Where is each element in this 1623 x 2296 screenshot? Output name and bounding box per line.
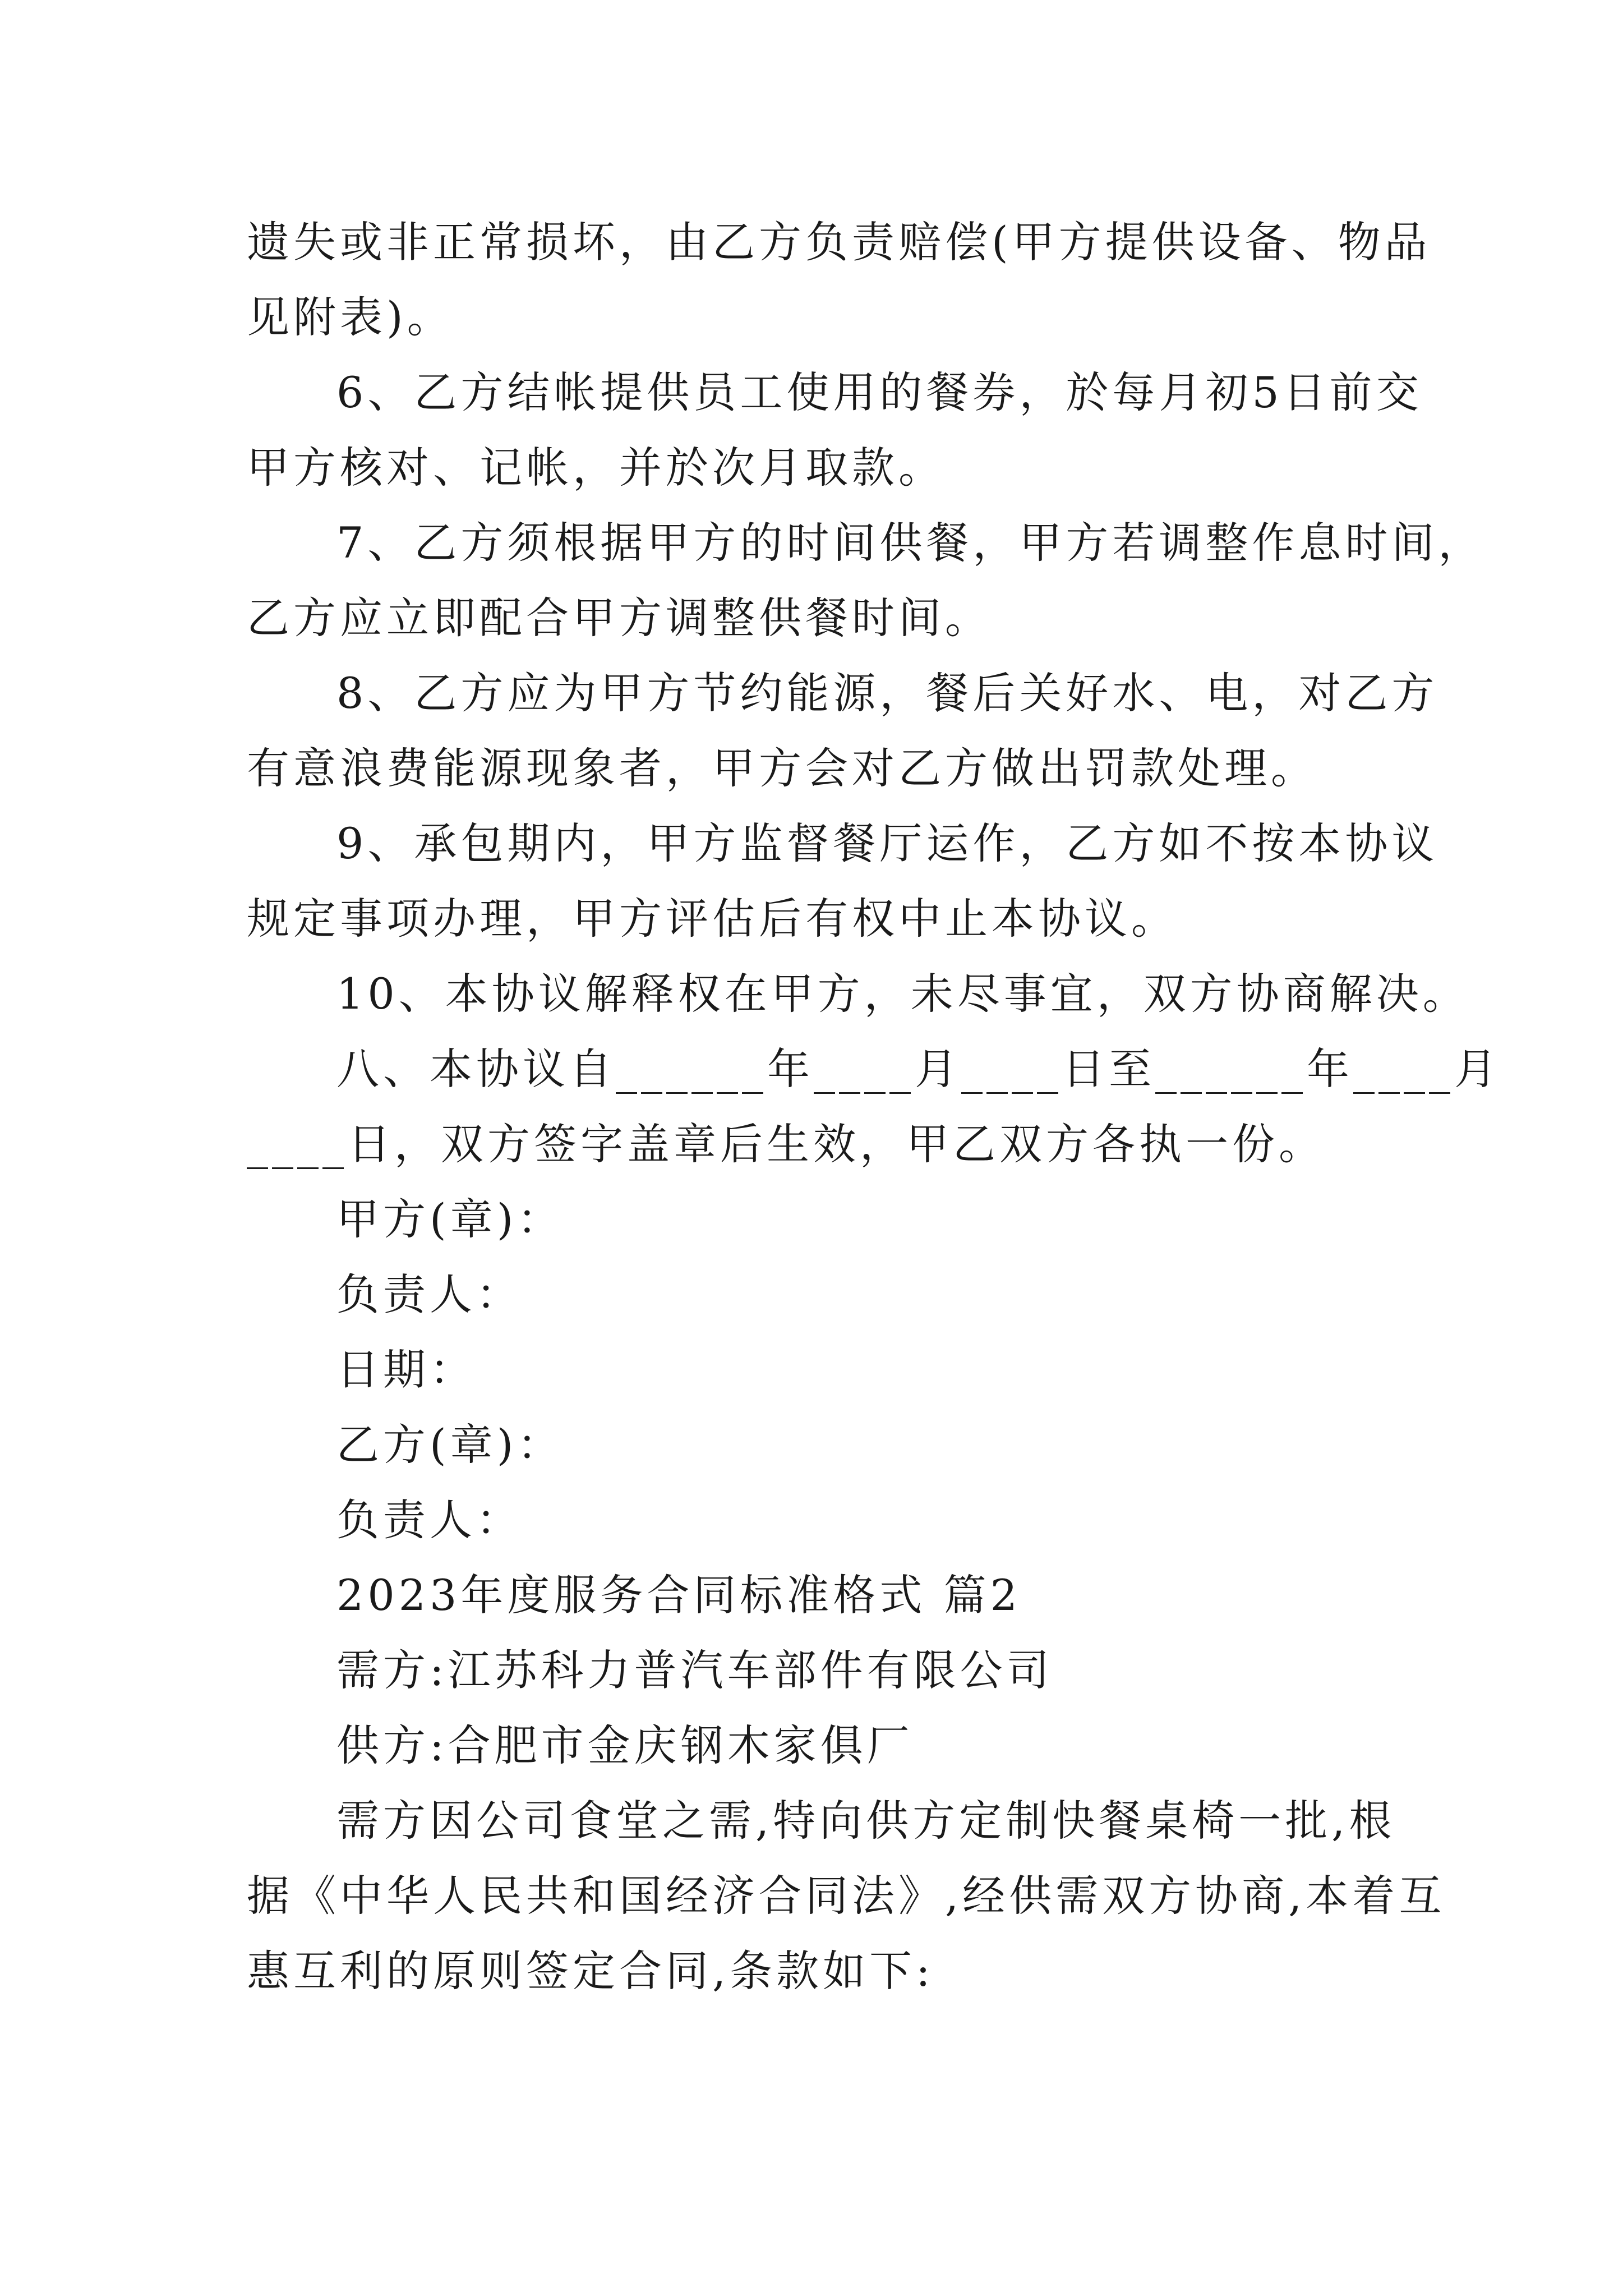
- body-line: 有意浪费能源现象者，甲方会对乙方做出罚款处理。: [247, 743, 1317, 793]
- party-b-seal: 乙方(章)：: [336, 1420, 564, 1470]
- body-line: 遗失或非正常损坏，由乙方负责赔偿(甲方提供设备、物品: [247, 217, 1431, 267]
- body-line: 甲方核对、记帐，并於次月取款。: [247, 443, 945, 493]
- body-line: 规定事项办理，甲方评估后有权中止本协议。: [247, 894, 1178, 944]
- clause-9: 9、承包期内，甲方监督餐厅运作，乙方如不按本协议: [336, 818, 1438, 868]
- body-line: 乙方应立即配合甲方调整供餐时间。: [247, 593, 992, 643]
- clause-6: 6、乙方结帐提供员工使用的餐券，於每月初5日前交: [336, 367, 1423, 417]
- party-a-seal: 甲方(章)：: [336, 1194, 564, 1244]
- supplier-line: 供方:合肥市金庆钢木家俱厂: [336, 1720, 914, 1770]
- body-line: 惠互利的原则签定合同,条款如下:: [247, 1946, 934, 1996]
- preamble-line: 需方因公司食堂之需,特向供方定制快餐桌椅一批,根: [336, 1796, 1396, 1846]
- party-b-responsible: 负责人：: [336, 1495, 523, 1545]
- party-a-responsible: 负责人：: [336, 1269, 523, 1319]
- body-line: 见附表)。: [247, 292, 454, 342]
- buyer-line: 需方:江苏科力普汽车部件有限公司: [336, 1645, 1053, 1695]
- date-label: 日期：: [336, 1345, 476, 1395]
- body-line: 据《中华人民共和国经济合同法》,经供需双方协商,本着互: [247, 1871, 1446, 1921]
- clause-7: 7、乙方须根据甲方的时间供餐，甲方若调整作息时间，: [336, 518, 1485, 568]
- section-heading: 2023年度服务合同标准格式 篇2: [336, 1570, 1021, 1620]
- clause-10: 10、本协议解释权在甲方，未尽事宜，双方协商解决。: [336, 969, 1469, 1019]
- term-clause: 八、本协议自______年____月____日至______年____月: [336, 1044, 1501, 1094]
- body-line: ____日，双方签字盖章后生效，甲乙双方各执一份。: [247, 1119, 1325, 1169]
- clause-8: 8、乙方应为甲方节约能源，餐后关好水、电，对乙方: [336, 668, 1438, 718]
